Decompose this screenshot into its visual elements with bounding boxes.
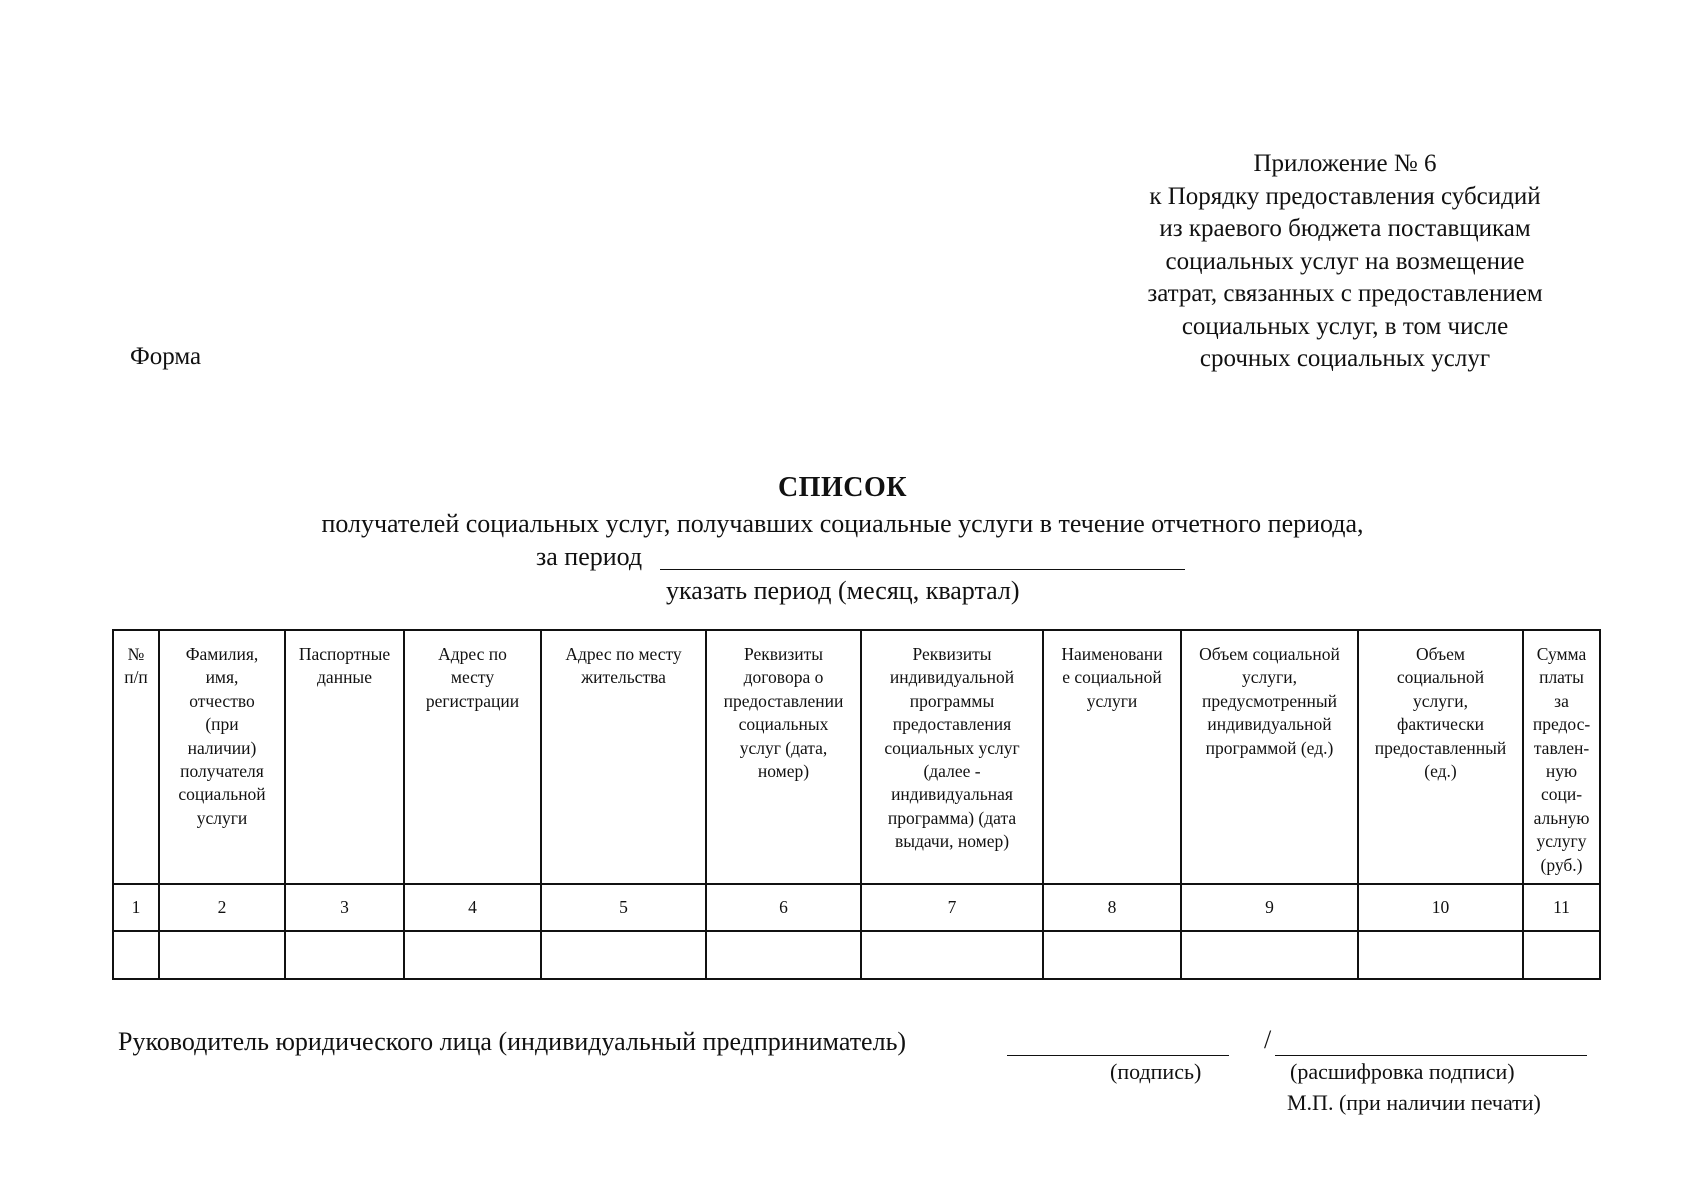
table-cell <box>285 931 404 979</box>
table-header-text: регистрации <box>425 690 520 711</box>
table-column-number: 7 <box>861 884 1043 931</box>
table-header-cell <box>1523 630 1600 884</box>
table-column-numbers-row <box>113 884 1600 931</box>
table-column-number: 9 <box>1181 884 1358 931</box>
signature-slash: / <box>1264 1025 1272 1054</box>
table-header-text: выдачи, номер) <box>894 831 1010 852</box>
appendix-line: Приложение № 6 <box>1253 150 1437 177</box>
table-header-text: услуги, <box>1242 667 1297 688</box>
table-header-text: услуги <box>1086 690 1138 711</box>
table-column-number: 2 <box>159 884 285 931</box>
table-header-cell <box>706 630 861 884</box>
table-column-number: 6 <box>706 884 861 931</box>
document-title: СПИСОК <box>777 472 908 503</box>
table-header-text: предоставлении <box>723 690 844 711</box>
table-header-text: предос- <box>1532 714 1591 735</box>
table-cell <box>541 931 706 979</box>
period-hint: указать период (месяц, квартал) <box>666 576 1020 605</box>
table-header-text: № <box>127 644 145 664</box>
table-cell <box>159 931 285 979</box>
table-header-text: программой (ед.) <box>1205 737 1334 758</box>
table-header-text: социальных услуг <box>884 737 1020 758</box>
table-header-text: Адрес по месту <box>565 644 682 664</box>
table-header-text: е социальной <box>1062 667 1162 688</box>
table-header-text: получателя <box>180 761 264 782</box>
table-header-text: за <box>1554 690 1569 711</box>
table-header-text: жительства <box>581 667 666 688</box>
table-header-text: индивидуальной <box>889 667 1015 688</box>
table-header-text: наличии) <box>187 737 257 758</box>
table-header-text: (руб.) <box>1540 854 1583 875</box>
table-header-text: имя, <box>205 667 239 688</box>
table-header-text: тавлен- <box>1533 737 1590 758</box>
table-header-text: услугу <box>1536 831 1587 852</box>
signature-decode-line <box>1275 1055 1587 1056</box>
table-cell <box>1358 931 1523 979</box>
table-column-number: 11 <box>1523 884 1600 931</box>
table-header-text: Наименовани <box>1061 644 1163 664</box>
table-column-number: 10 <box>1358 884 1523 931</box>
table-cell <box>113 931 159 979</box>
table-header-text: Объем <box>1416 644 1465 664</box>
table-header-text: социальных <box>738 714 829 735</box>
table-header-text: социальной <box>178 784 266 805</box>
appendix-line: срочных социальных услуг <box>1199 345 1491 372</box>
table-header-cell <box>1043 630 1181 884</box>
table-header-text: Объем социальной <box>1199 644 1340 664</box>
signature-decode-caption: (расшифровка подписи) <box>1290 1059 1515 1084</box>
appendix-heading <box>1110 148 1580 376</box>
table-header-text: (при <box>205 714 239 735</box>
table-header-text: соци- <box>1540 784 1583 805</box>
signature-line <box>1007 1055 1229 1056</box>
table-header-cell <box>113 630 159 884</box>
table-header-text: платы <box>1539 667 1584 688</box>
table-column-number: 3 <box>285 884 404 931</box>
table-header-text: данные <box>317 667 372 688</box>
table-header-text: программы <box>909 690 995 711</box>
table-header-text: Паспортные <box>298 644 391 664</box>
table-header-text: (ед.) <box>1424 761 1457 782</box>
table-column-number: 8 <box>1043 884 1181 931</box>
table-header-text: индивидуальная <box>891 784 1013 805</box>
table-cell <box>861 931 1043 979</box>
table-cell <box>706 931 861 979</box>
appendix-line: социальных услуг, в том числе <box>1181 312 1509 340</box>
table-header-text: Адрес по <box>438 644 507 664</box>
table-header-text: месту <box>450 667 495 688</box>
table-header-text: отчество <box>189 690 255 711</box>
table-header-text: предоставления <box>892 714 1012 735</box>
table-header-text: Фамилия, <box>185 644 259 664</box>
table-header-text: услуг (дата, <box>739 737 828 758</box>
table-column-number: 1 <box>113 884 159 931</box>
stamp-caption: М.П. (при наличии печати) <box>1287 1090 1541 1115</box>
table-row <box>113 931 1600 979</box>
table-header-text: п/п <box>124 667 148 688</box>
period-blank-line <box>660 569 1185 570</box>
recipients-table <box>112 629 1601 980</box>
table-header-cell <box>159 630 285 884</box>
document-subtitle: получателей социальных услуг, получавших социальные услуги в течение отчетного периода, <box>321 509 1364 538</box>
table-header-text: договора о <box>743 667 824 688</box>
table-header-text: Реквизиты <box>912 644 992 664</box>
table-column-number: 4 <box>404 884 541 931</box>
table-cell <box>1043 931 1181 979</box>
table-header-text: индивидуальной <box>1207 714 1332 735</box>
appendix-line: из краевого бюджета поставщикам <box>1159 215 1531 242</box>
table-cell <box>1181 931 1358 979</box>
table-header-cell <box>285 630 404 884</box>
table-header-text: Реквизиты <box>743 644 824 664</box>
table-header-text: номер) <box>757 761 810 782</box>
table-header-text: альную <box>1533 807 1590 828</box>
table-header-text: программа) (дата <box>887 807 1017 828</box>
table-header-cell <box>541 630 706 884</box>
table-header-text: предусмотренный <box>1202 690 1337 711</box>
table-header-text: социальной <box>1396 667 1485 688</box>
table-header-text: Сумма <box>1536 644 1587 664</box>
table-header-cell <box>404 630 541 884</box>
form-label: Форма <box>130 343 202 370</box>
period-label: за период <box>536 542 643 571</box>
table-header-row <box>113 630 1600 884</box>
table-header-cell <box>861 630 1043 884</box>
appendix-line: к Порядку предоставления субсидий <box>1149 182 1541 210</box>
table-header-cell <box>1358 630 1523 884</box>
table-header-text: ную <box>1545 761 1578 782</box>
table-column-number: 5 <box>541 884 706 931</box>
table-header-text: услуги, <box>1413 690 1468 711</box>
signature-caption: (подпись) <box>1110 1059 1202 1084</box>
table-cell <box>404 931 541 979</box>
table-cell <box>1523 931 1600 979</box>
table-header-text: услуги <box>196 807 248 828</box>
appendix-line: социальных услуг на возмещение <box>1165 247 1525 275</box>
table-header-text: фактически <box>1396 714 1485 735</box>
table-header-text: предоставленный <box>1374 737 1507 758</box>
table-header-text: (далее - <box>923 761 981 782</box>
table-header-cell <box>1181 630 1358 884</box>
appendix-line: затрат, связанных с предоставлением <box>1147 280 1543 307</box>
signature-label: Руководитель юридического лица (индивидуальный предприниматель) <box>118 1027 907 1056</box>
